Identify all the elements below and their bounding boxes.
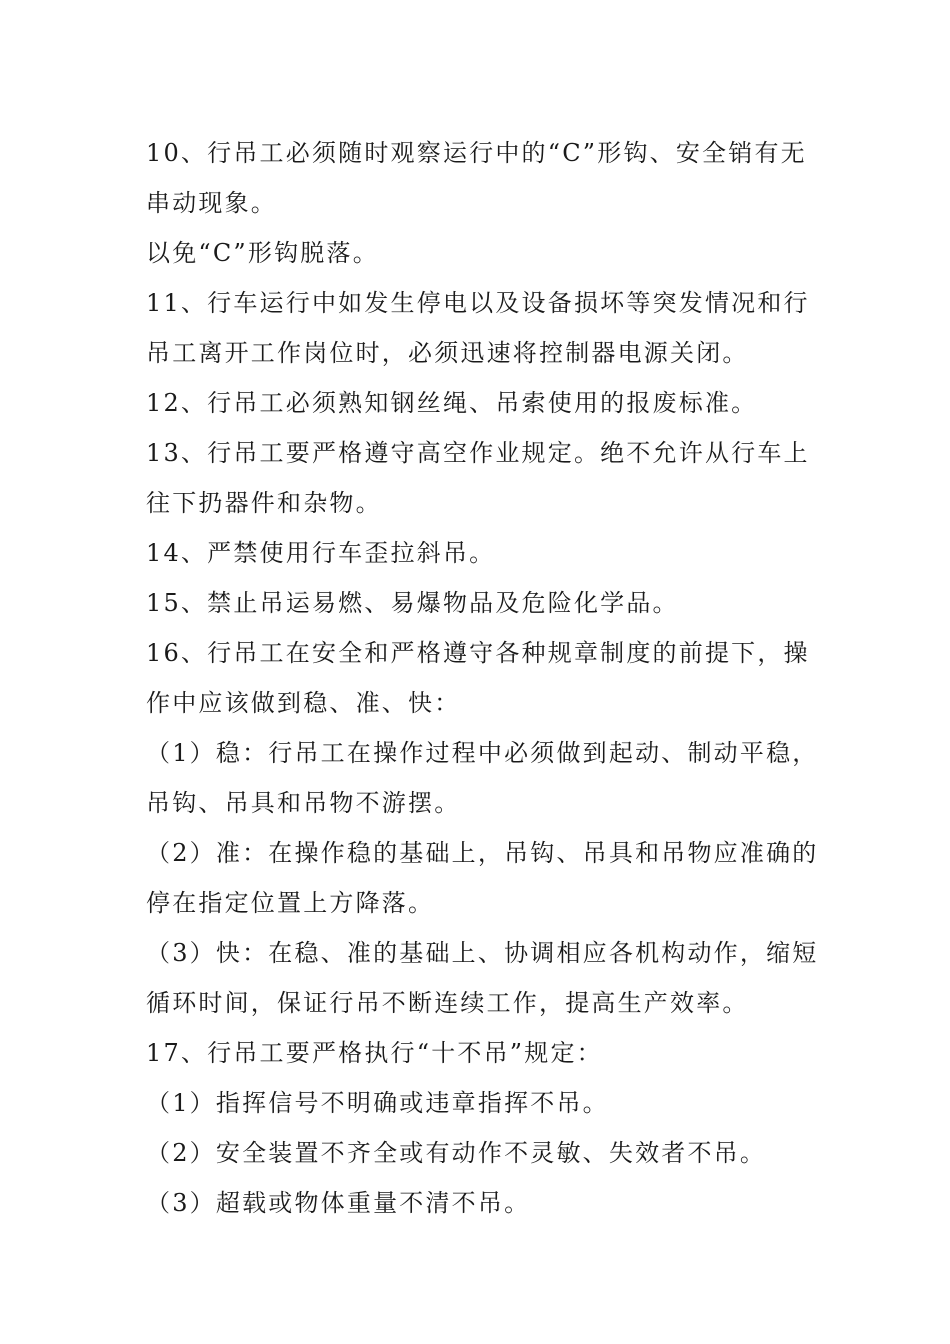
text-line: 停在指定位置上方降落。	[146, 889, 435, 917]
text-line: 循环时间，保证行吊不断连续工作，提高生产效率。	[146, 989, 749, 1017]
text-line: （1）稳：行吊工在操作过程中必须做到起动、制动平稳，	[146, 739, 819, 767]
text-line: （2）安全装置不齐全或有动作不灵敏、失效者不吊。	[146, 1139, 767, 1167]
text-line: （1）指挥信号不明确或违章指挥不吊。	[146, 1089, 609, 1117]
text-line: 往下扔器件和杂物。	[146, 489, 382, 517]
text-line: 10、行吊工必须随时观察运行中的“C”形钩、安全销有无	[146, 139, 807, 167]
text-line: 11、行车运行中如发生停电以及设备损坏等突发情况和行	[146, 289, 810, 317]
text-line: 吊钩、吊具和吊物不游摆。	[146, 789, 461, 817]
text-line: 13、行吊工要严格遵守高空作业规定。绝不允许从行车上	[146, 439, 810, 467]
text-line: （2）准：在操作稳的基础上，吊钩、吊具和吊物应准确的	[146, 839, 819, 867]
text-line: 以免“C”形钩脱落。	[146, 239, 379, 267]
document-body	[146, 128, 819, 1228]
text-line: 14、严禁使用行车歪拉斜吊。	[146, 539, 496, 567]
text-line: 串动现象。	[146, 189, 277, 217]
text-line: 12、行吊工必须熟知钢丝绳、吊索使用的报废标准。	[146, 389, 758, 417]
text-line: 作中应该做到稳、准、快：	[146, 689, 461, 717]
text-line: 吊工离开工作岗位时，必须迅速将控制器电源关闭。	[146, 339, 749, 367]
text-line: 16、行吊工在安全和严格遵守各种规章制度的前提下，操	[146, 639, 810, 667]
text-line: 15、禁止吊运易燃、易爆物品及危险化学品。	[146, 589, 679, 617]
text-line: （3）快：在稳、准的基础上、协调相应各机构动作，缩短	[146, 939, 819, 967]
text-line: （3）超载或物体重量不清不吊。	[146, 1189, 531, 1217]
text-line: 17、行吊工要严格执行“十不吊”规定：	[146, 1039, 603, 1067]
